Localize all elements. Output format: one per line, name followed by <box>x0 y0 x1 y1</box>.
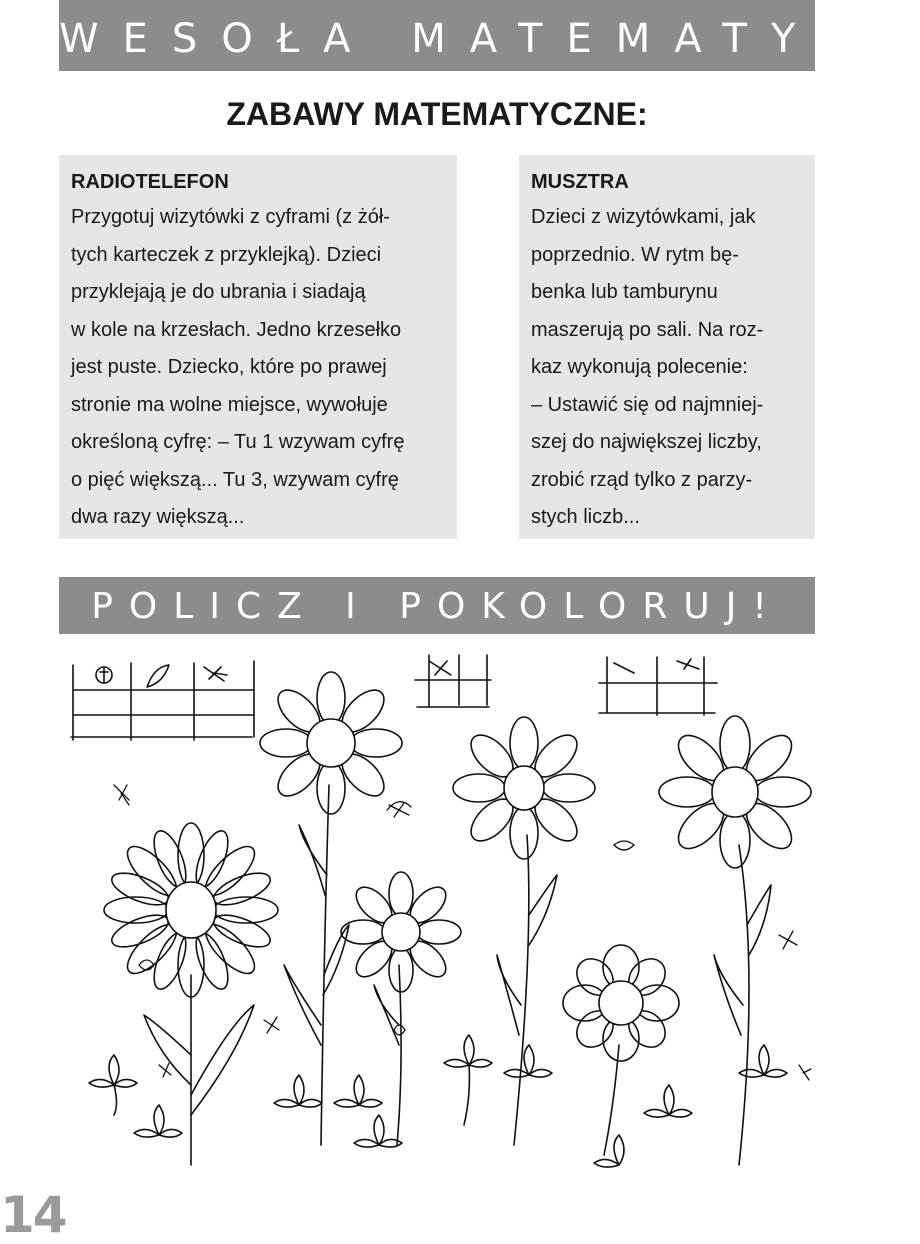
header-band <box>59 0 920 71</box>
card-title: RADIOTELEFON <box>71 171 229 193</box>
counting-grid-mid <box>415 655 491 707</box>
counting-grid-left <box>71 661 254 740</box>
daisy-flower <box>104 823 278 1165</box>
counting-grid-right <box>599 657 717 715</box>
insects <box>114 785 811 1080</box>
simple-flower <box>563 945 679 1155</box>
flowers-drawing-icon <box>59 645 815 1190</box>
card-title: MUSZTRA <box>531 171 629 193</box>
page-number: 14 <box>0 1186 66 1244</box>
daisy-flower <box>260 672 402 1145</box>
activity-band <box>59 577 815 634</box>
card-body: Dzieci z wizytówkami, jak poprzednio. W rytm bę- benka lub tamburynu maszerują po sali. Na roz- kaz wykonują polecenie: – Ustawić się od najmniej- szej do największej liczby, zrobić rząd tylko z parzy- stych liczb... <box>531 206 764 528</box>
header-title: WESOŁA MATEMATYKA <box>59 16 920 62</box>
small-flowers <box>89 1035 787 1167</box>
card-body: Przygotuj wizytówki z cyframi (z żół- tych karteczek z przyklejką). Dzieci przyklejają je do ubrania i siadają w kole na krzesłach. Jedno krzesełko jest puste. Dziecko, które po prawej stronie ma wolne miejsce, wywołuje określoną cyfrę: – Tu 1 wzywam cyfrę o pięć większą... Tu 3, wzywam cyfrę dwa razy większą... <box>71 206 405 528</box>
card-radiotelefon <box>59 155 457 539</box>
card-musztra <box>519 155 815 539</box>
section-title: ZABAWY MATEMATYCZNE: <box>226 96 648 132</box>
activity-title: POLICZ I POKOLORUJ! <box>91 586 783 627</box>
daisy-flower <box>453 717 595 1145</box>
